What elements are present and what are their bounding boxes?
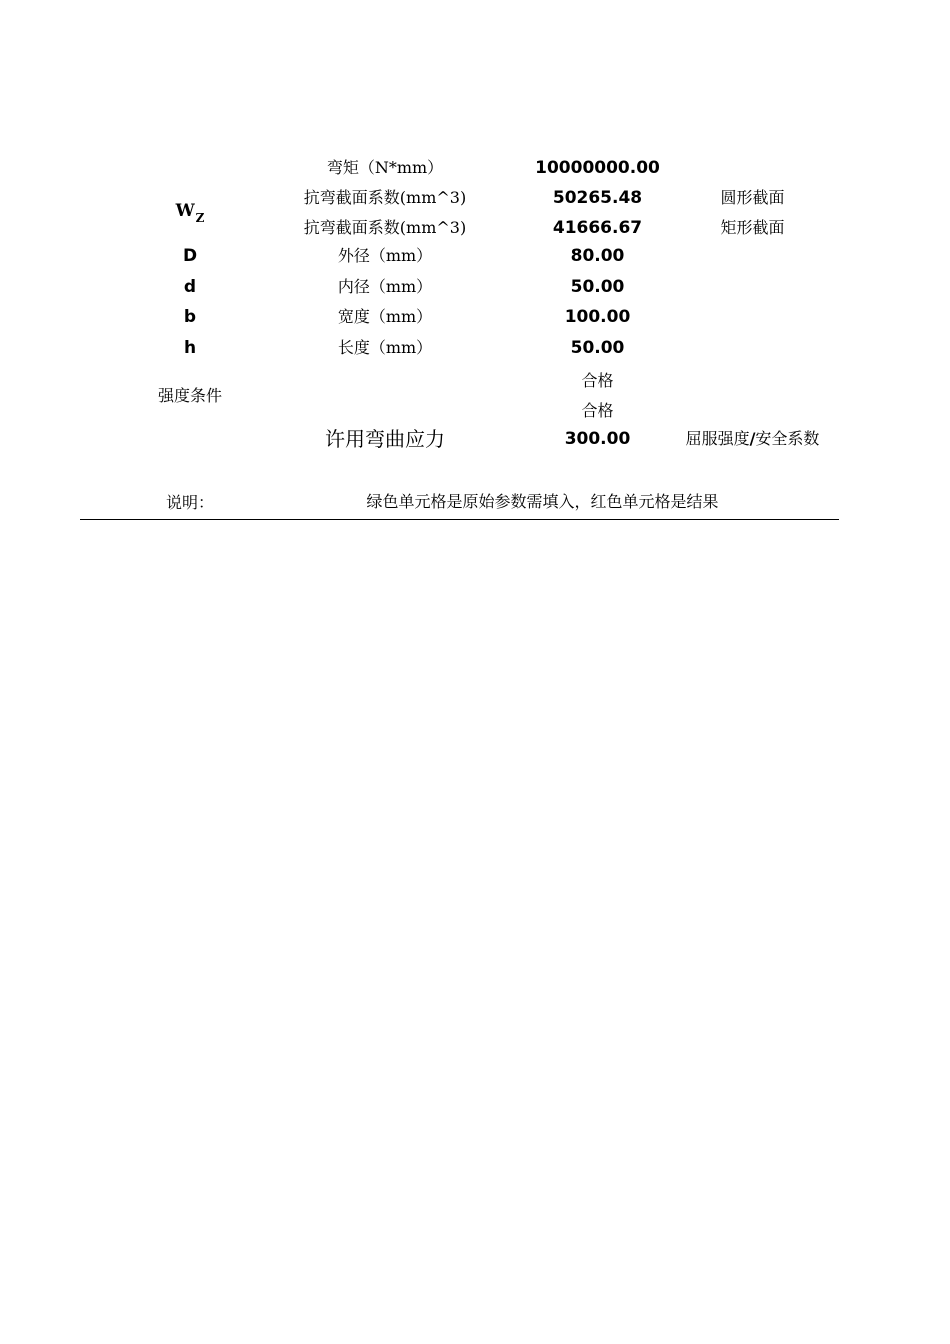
note-text: 绿色单元格是原始参数需填入，红色单元格是结果: [366, 492, 719, 511]
allowable-stress-label: 许用弯曲应力: [325, 427, 445, 451]
wz-circle-label: 抗弯截面系数(mm^3): [303, 188, 467, 207]
inner-diameter-label: 内径（mm）: [337, 277, 433, 296]
inner-diameter-value[interactable]: 50.00: [570, 277, 625, 297]
wz-circle-note: 圆形截面: [720, 188, 785, 207]
outer-diameter-symbol: D: [182, 246, 198, 266]
length-symbol: h: [183, 338, 197, 358]
moment-value[interactable]: 10000000.00: [535, 158, 660, 178]
allowable-stress-note: [665, 429, 840, 449]
allowable-note-safety: 安全系数: [755, 429, 820, 448]
wz-rect-label: 抗弯截面系数(mm^3): [303, 218, 467, 237]
inner-diameter-symbol: d: [183, 277, 197, 297]
outer-diameter-value[interactable]: 80.00: [570, 246, 625, 266]
wz-circle-value[interactable]: 50265.48: [552, 188, 643, 208]
allowable-stress-value[interactable]: 300.00: [564, 429, 631, 449]
wz-symbol-subscript: Z: [195, 211, 205, 225]
wz-symbol: [80, 201, 300, 228]
allowable-note-separator: /: [749, 429, 756, 448]
bottom-border-line: [80, 519, 839, 520]
strength-result-2[interactable]: 合格: [581, 401, 614, 420]
strength-label: 强度条件: [157, 386, 222, 405]
note-label: 说明：: [165, 493, 214, 512]
moment-label: 弯矩（N*mm）: [326, 158, 444, 177]
outer-diameter-label: 外径（mm）: [337, 246, 433, 265]
strength-result-1[interactable]: 合格: [581, 371, 614, 390]
length-label: 长度（mm）: [337, 338, 433, 357]
width-value[interactable]: 100.00: [564, 307, 631, 327]
wz-rect-note: 矩形截面: [720, 218, 785, 237]
width-label: 宽度（mm）: [337, 307, 433, 326]
allowable-note-yield: 屈服强度: [685, 429, 750, 448]
wz-symbol-main: W: [175, 201, 195, 221]
wz-rect-value[interactable]: 41666.67: [552, 218, 643, 238]
length-value[interactable]: 50.00: [570, 338, 625, 358]
width-symbol: b: [183, 307, 197, 327]
